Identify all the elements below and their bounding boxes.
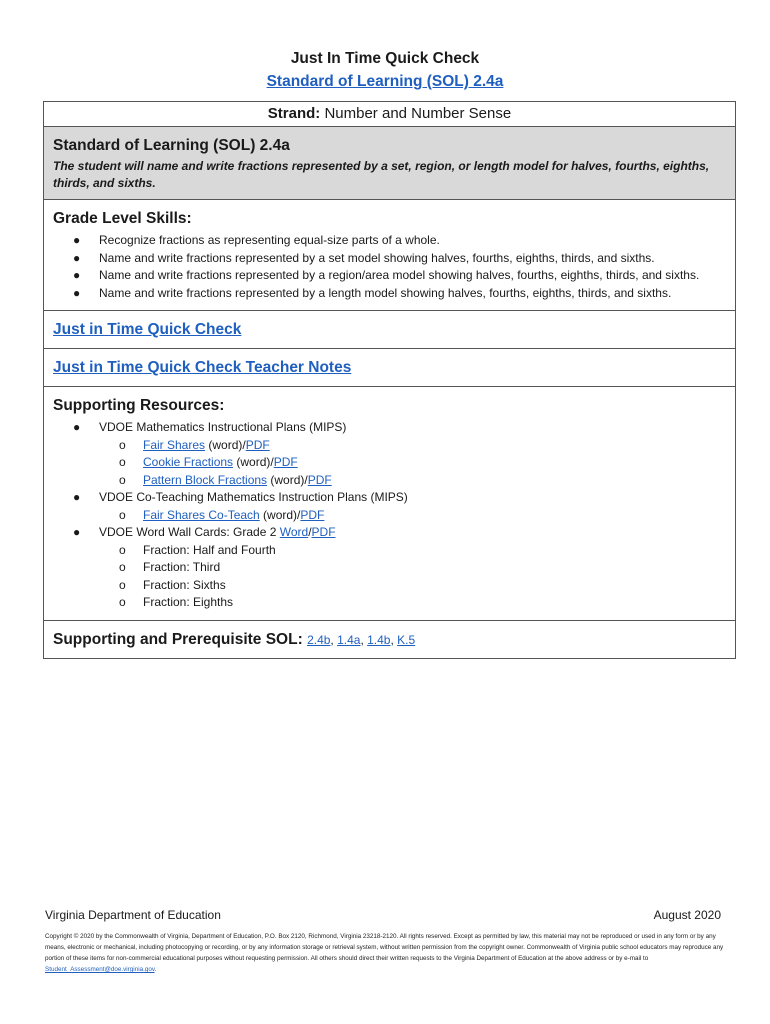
skills-list [53, 232, 726, 302]
footer-org: Virginia Department of Education [45, 908, 221, 922]
copyright-notice: Copyright © 2020 by the Commonwealth of Virginia, Department of Education, P.O. Box 2120, Richmond, Virginia 23218-2120. All rights reserved. Except as permitted by law, this material may not be reproduced or used in any form or by any means, electronic or mechanical, including photocopying or recording, or by any information storage or retrieval system, without written permission from the copyright owner. Commonwealth of Virginia public school educators may reproduce any portion of these items for non-commercial educational purposes without requesting permission. All others should direct their written requests to the Virginia Department of Education at the above address or by e-mail to Student_Assessment@doe.virginia.gov. [45, 933, 724, 973]
bullet-icon: ● [73, 250, 81, 265]
list-item: ● Name and write fractions represented by a set model showing halves, fourths, eighths, thirds, and sixths. [53, 250, 726, 268]
strand-value: Number and Number Sense [324, 105, 512, 122]
list-item [53, 419, 726, 437]
teacher-notes-row [44, 348, 735, 386]
sub-bullet-icon: o [119, 437, 126, 452]
sol-1-4a-link[interactable]: 1.4a [337, 632, 361, 647]
teacher-notes-link[interactable]: Just in Time Quick Check Teacher Notes [53, 359, 352, 376]
fair-shares-coteach-link[interactable]: Fair Shares Co-Teach [143, 507, 260, 522]
fair-shares-link[interactable]: Fair Shares [143, 437, 206, 452]
fair-shares-coteach-pdf-link[interactable]: PDF [300, 507, 325, 522]
email-link[interactable]: Student_Assessment@doe.virginia.gov [45, 966, 155, 973]
list-item: o Fair Shares (word)/PDF [53, 437, 726, 455]
footer [45, 906, 721, 924]
bullet-icon: ● [73, 268, 81, 282]
bullet-icon: ● [73, 525, 81, 539]
coteach-list [53, 489, 726, 507]
list-item [53, 489, 726, 507]
wordwall-label: VDOE Word Wall Cards: Grade 2 [99, 525, 280, 539]
sol-2-4a-link[interactable]: Standard of Learning (SOL) 2.4a [266, 73, 504, 90]
mips-sublist [53, 437, 726, 490]
resources-list [53, 419, 726, 437]
wordwall-word-link[interactable]: Word [279, 525, 309, 539]
skills-row [44, 199, 735, 310]
cookie-fractions-pdf-link[interactable]: PDF [273, 455, 298, 469]
list-item: ● VDOE Word Wall Cards: Grade 2 Word/PDF [53, 524, 726, 542]
list-item: ● Name and write fractions represented by a region/area model showing halves, fourths, eighths, thirds, and sixths. [53, 267, 726, 285]
sol-description: The student will name and write fractions represented by a set, region, or length model for halves, fourths, eighths, thirds, and sixths. [53, 159, 710, 190]
copyright-text: Copyright © 2020 by the Commonwealth of Virginia, Department of Education, P.O. Box 2120, Richmond, Virginia 23218-2120. All rights reserved. Except as permitted by law, this material may not be reproduced or used in any form or by any means, electronic or mechanical, including photocopying or recording, or by any information storage or retrieval system, without written permission from the copyright owner. Commonwealth of Virginia public school educators may reproduce any portion of these items for non-commercial educational purposes without requesting permission. All others should direct their written requests to the Virginia Department of Education at the above address or by e-mail to [45, 933, 724, 962]
sol-k-5-link[interactable]: K.5 [397, 632, 416, 647]
list-item: o Fraction: Sixths [53, 577, 726, 595]
footer-date: August 2020 [653, 908, 721, 922]
sub-bullet-icon: o [119, 577, 126, 592]
bullet-icon: ● [73, 490, 81, 504]
strand-label: Strand: [267, 105, 321, 122]
sub-bullet-icon: o [119, 455, 126, 469]
coteach-label: VDOE Co-Teaching Mathematics Instruction Plans (MIPS) [99, 490, 408, 504]
wordwall-pdf-link[interactable]: PDF [311, 525, 336, 539]
fair-shares-pdf-link[interactable]: PDF [245, 437, 270, 452]
pattern-block-fractions-pdf-link[interactable]: PDF [307, 472, 332, 487]
coteach-sublist [53, 507, 726, 525]
sol-1-4b-link[interactable]: 1.4b [367, 632, 391, 647]
sub-bullet-icon: o [119, 595, 126, 609]
prereq-label: Supporting and Prerequisite SOL: [53, 630, 303, 648]
cookie-fractions-link[interactable]: Cookie Fractions [143, 455, 234, 469]
list-item: o Fair Shares Co-Teach (word)/PDF [53, 507, 726, 525]
sol-row [44, 126, 735, 199]
list-item: o Cookie Fractions (word)/PDF [53, 454, 726, 472]
sub-bullet-icon: o [119, 560, 126, 574]
skills-heading: Grade Level Skills: [53, 210, 192, 227]
quick-check-row [44, 310, 735, 348]
sol-2-4b-link[interactable]: 2.4b [307, 632, 331, 647]
list-item: o Fraction: Third [53, 559, 726, 577]
quick-check-link[interactable]: Just in Time Quick Check [53, 321, 242, 338]
resources-heading: Supporting Resources: [53, 397, 225, 414]
list-item: ● Name and write fractions represented by a length model showing halves, fourths, eighths, thirds, and sixths. [53, 285, 726, 303]
wordwall-list [53, 524, 726, 542]
prereq-row: Supporting and Prerequisite SOL: 2.4b, 1.4a, 1.4b, K.5 [44, 620, 735, 658]
mips-label: VDOE Mathematics Instructional Plans (MIPS) [99, 420, 347, 434]
sub-bullet-icon: o [119, 507, 126, 522]
content-table [43, 101, 736, 659]
list-item: ● Recognize fractions as representing equal-size parts of a whole. [53, 232, 726, 250]
list-item: o Pattern Block Fractions (word)/PDF [53, 472, 726, 490]
page-title: Just In Time Quick Check [290, 50, 480, 67]
wordwall-sublist [53, 542, 726, 612]
list-item: o Fraction: Half and Fourth [53, 542, 726, 560]
resources-row [44, 386, 735, 620]
sub-bullet-icon: o [119, 542, 126, 557]
sub-bullet-icon: o [119, 472, 126, 487]
bullet-icon: ● [73, 233, 81, 247]
page-header [0, 48, 770, 94]
pattern-block-fractions-link[interactable]: Pattern Block Fractions [143, 472, 268, 487]
bullet-icon: ● [73, 285, 81, 300]
sol-heading: Standard of Learning (SOL) 2.4a [53, 137, 290, 154]
list-item: o Fraction: Eighths [53, 594, 726, 612]
strand-row [44, 102, 735, 126]
bullet-icon: ● [73, 420, 81, 434]
